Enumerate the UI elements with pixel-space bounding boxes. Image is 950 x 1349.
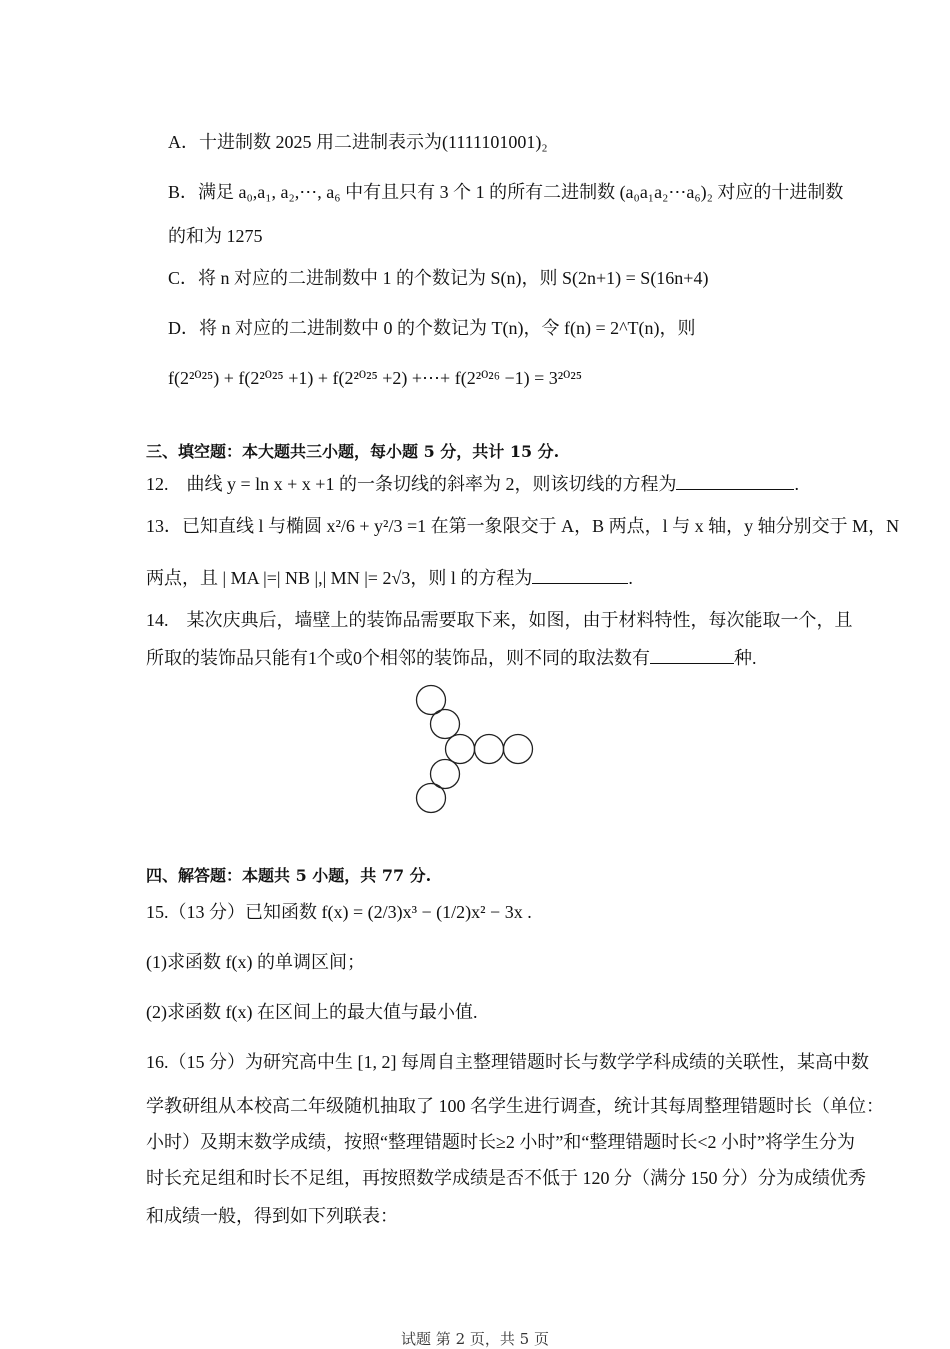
option-a: A．十进制数 2025 用二进制表示为(1111101001)₂ bbox=[168, 132, 548, 152]
question-13-end: . bbox=[628, 568, 633, 588]
question-16-line5: 和成绩一般，得到如下列联表： bbox=[146, 1206, 398, 1226]
question-13-line1: 13．已知直线 l 与椭圆 x²/6 + y²/3 =1 在第一象限交于 A，B 两点，l 与 x 轴，y 轴分别交于 M，N bbox=[146, 516, 900, 536]
question-14-end: 种. bbox=[734, 648, 757, 668]
question-14-text: 所取的装饰品只能有1个或0个相邻的装饰品，则不同的取法数有 bbox=[146, 648, 650, 668]
answer-blank-14 bbox=[650, 647, 734, 664]
question-16-line2: 学教研组从本校高二年级随机抽取了 100 名学生进行调查，统计其每周整理错题时长（单位： bbox=[146, 1096, 884, 1116]
decoration-circle-center bbox=[446, 735, 475, 764]
question-12-end: . bbox=[794, 474, 799, 494]
decoration-circle bbox=[417, 784, 446, 813]
question-15-part1: (1)求函数 f(x) 的单调区间； bbox=[146, 952, 365, 972]
option-d-line2: f(2²⁰²⁵) + f(2²⁰²⁵ +1) + f(2²⁰²⁵ +2) +⋯+ f(2²⁰²⁶ −1) = 3²⁰²⁵ bbox=[168, 368, 583, 388]
page-footer: 试题 第 2 页，共 5 页 bbox=[401, 1330, 549, 1348]
option-b-line2: 的和为 1275 bbox=[168, 226, 263, 246]
decoration-circle bbox=[504, 735, 533, 764]
question-14-line1: 14. 某次庆典后，墙壁上的装饰品需要取下来，如图，由于材料特性，每次能取一个，且 bbox=[146, 610, 853, 630]
question-15-part2: (2)求函数 f(x) 在区间上的最大值与最小值. bbox=[146, 1002, 478, 1022]
question-15: 15.（13 分）已知函数 f(x) = (2/3)x³ − (1/2)x² − 3x . bbox=[146, 902, 532, 922]
answer-blank-12 bbox=[676, 473, 794, 490]
question-13-line2 bbox=[146, 566, 633, 590]
question-12-text: 12. 曲线 y = ln x + x +1 的一条切线的斜率为 2，则该切线的方程为 bbox=[146, 474, 677, 494]
section4-heading: 四、解答题：本题共 5 小题，共 77 分. bbox=[146, 866, 432, 885]
question-14-line2 bbox=[146, 646, 757, 670]
question-16-line1: 16.（15 分）为研究高中生 [1, 2] 每周自主整理错题时长与数学学科成绩的关联性，某高中数 bbox=[146, 1052, 869, 1072]
option-d-line1: D．将 n 对应的二进制数中 0 的个数记为 T(n)，令 f(n) = 2^T(n)，则 bbox=[168, 318, 696, 338]
section3-heading: 三、填空题：本大题共三小题，每小题 5 分，共计 15 分. bbox=[146, 442, 560, 461]
option-c: C．将 n 对应的二进制数中 1 的个数记为 S(n)，则 S(2n+1) = S(16n+4) bbox=[168, 268, 709, 288]
question-16-line3: 小时）及期末数学成绩，按照“整理错题时长≥2 小时”和“整理错题时长<2 小时”将学生分为 bbox=[146, 1132, 855, 1152]
option-b-line1: B．满足 a₀,a₁, a₂,⋯, a₆ 中有且只有 3 个 1 的所有二进制数 (a₀a₁a₂⋯a₆)₂ 对应的十进制数 bbox=[168, 182, 844, 202]
answer-blank-13 bbox=[532, 567, 628, 584]
question-12 bbox=[146, 472, 799, 496]
question-16-line4: 时长充足组和时长不足组，再按照数学成绩是否不低于 120 分（满分 150 分）分为成绩优秀 bbox=[146, 1168, 866, 1188]
decoration-figure bbox=[400, 676, 550, 820]
decoration-circle bbox=[475, 735, 504, 764]
decoration-circle bbox=[431, 710, 460, 739]
question-13-text: 两点，且 | MA |=| NB |,| MN |= 2√3，则 l 的方程为 bbox=[146, 568, 533, 588]
